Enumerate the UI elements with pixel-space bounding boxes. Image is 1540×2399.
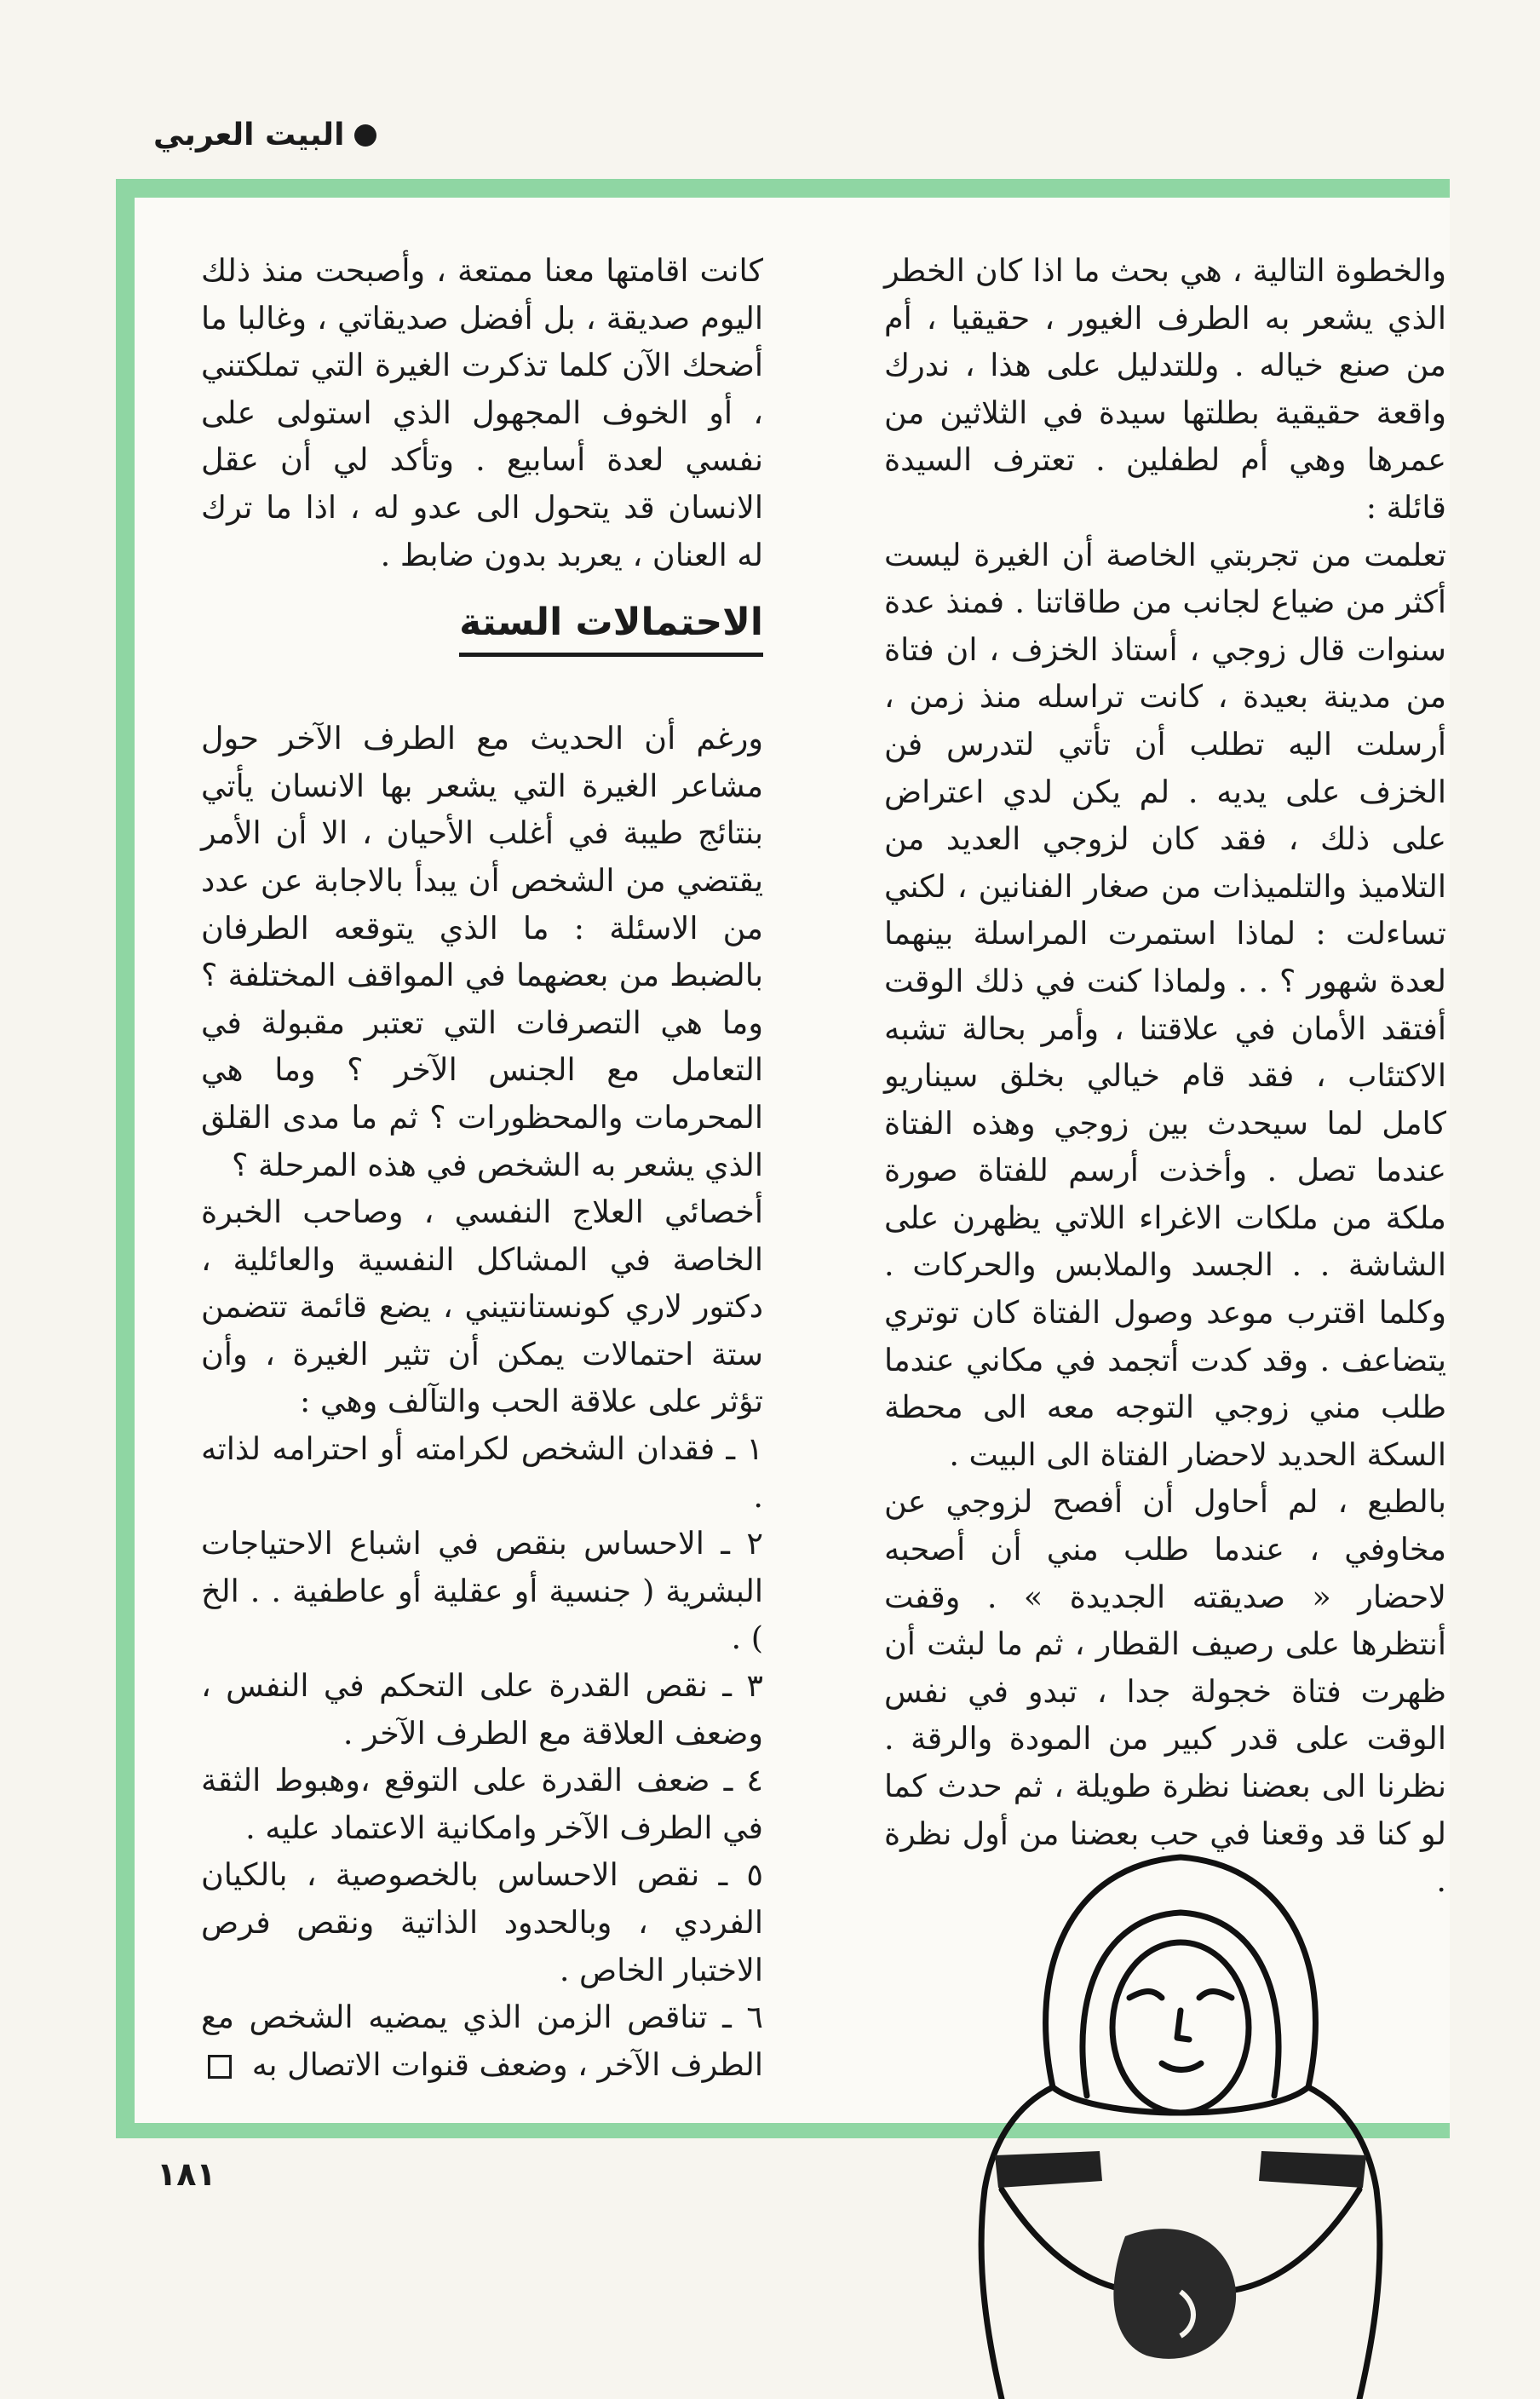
list-item: ٥ ـ نقص الاحساس بالخصوصية ، بالكيان الفردي ، وبالحدود الذاتية ونقص فرص الاختبار الخاص . <box>201 1856 763 1988</box>
list-item: ٤ ـ ضعف القدرة على التوقع ،وهبوط الثقة في الطرف الآخر وامكانية الاعتماد عليه . <box>201 1762 763 1846</box>
paragraph: بالطبع ، لم أحاول أن أفصح لزوجي عن مخاوفي ، عندما طلب مني أن أصحبه لاحضار « صديقته الجديدة » . وقفت أنتظرها على رصيف القطار ، ثم ما لبثت أن ظهرت فتاة خجولة جدا ، تبدو في نفس الوقت على قدر كبير من المودة والرقة . نظرنا الى بعضنا نظرة طويلة ، ثم حدث كما لو كنا قد وقعنا في حب بعضنا من أول نظرة . <box>884 1483 1446 1900</box>
paragraph: أخصائي العلاج النفسي ، وصاحب الخبرة الخاصة في المشاكل النفسية والعائلية ، دكتور لاري كونستانتيني ، يضع قائمة تتضمن ستة احتمالات يمكن أن تثير الغيرة ، وأن تؤثر على علاقة الحب والتآلف وهي : <box>201 1194 763 1420</box>
list-item: ٣ ـ نقص القدرة على التحكم في النفس ، وضعف العلاقة مع الطرف الآخر . <box>201 1667 763 1752</box>
list-item-last <box>201 1993 763 2088</box>
frame-top-border <box>116 179 1450 198</box>
paragraph: والخطوة التالية ، هي بحث ما اذا كان الخطر الذي يشعر به الطرف الغيور ، حقيقيا ، أم من صنع خياله . وللتدليل على هذا ، ندرك واقعة حقيقية بطلتها سيدة في الثلاثين من عمرها وهي أم لطفلين . تعترف السيدة قائلة : <box>884 252 1446 526</box>
list-item: ١ ـ فقدان الشخص لكرامته أو احترامه لذاته . <box>201 1430 763 1515</box>
section-title: الاحتمالات الستة <box>459 601 763 657</box>
list-item: ٢ ـ الاحساس بنقص في اشباع الاحتياجات البشرية ( جنسية أو عقلية أو عاطفية . . الخ ) . <box>201 1525 763 1657</box>
paragraph: تعلمت من تجربتي الخاصة أن الغيرة ليست أكثر من ضياع لجانب من طاقاتنا . فمنذ عدة سنوات قال زوجي ، أستاذ الخزف ، ان فتاة من مدينة بعيدة ، كانت تراسله منذ زمن ، أرسلت اليه تطلب أن تأتي لتدرس فن الخزف على يديه . لم يكن لدي اعتراض على ذلك ، فقد كان لزوجي العديد من التلاميذ والتلميذات من صغار الفنانين ، لكني تساءلت : لماذا استمرت المراسلة بينهما لعدة شهور ؟ . . ولماذا كنت في ذلك الوقت أفتقد الأمان في علاقتنا ، وأمر بحالة تشبه الاكتئاب ، فقد قام خيالي بخلق سيناريو كامل لما سيحدث بين زوجي وهذه الفتاة عندما تصل . وأخذت أرسم للفتاة صورة ملكة من ملكات الاغراء اللاتي يظهرن على الشاشة . . الجسد والملابس والحركات . وكلما اقترب موعد وصول الفتاة كان توتري يتضاعف . وقد كدت أتجمد في مكاني عندما طلب مني زوجي التوجه معه الى محطة السكة الحديد لاحضار الفتاة الى البيت . <box>884 536 1446 1473</box>
magazine-header <box>153 118 376 152</box>
left-column <box>201 247 763 2088</box>
bullet-icon <box>354 124 376 147</box>
paragraph: ورغم أن الحديث مع الطرف الآخر حول مشاعر الغيرة التي يشعر بها الانسان يأتي بنتائج طيبة في أغلب الأحيان ، الا أن الأمر يقتضي من الشخص أن يبدأ بالاجابة عن عدد من الاسئلة : ما الذي يتوقعه الطرفان بالضبط من بعضهما في المواقف المختلفة ؟ وما هي التصرفات التي تعتبر مقبولة في التعامل مع الجنس الآخر ؟ وما هي المحرمات والمحظورات ؟ ثم ما مدى القلق الذي يشعر به الشخص في هذه المرحلة ؟ <box>201 720 763 1183</box>
woman-illustration <box>925 1815 1436 2399</box>
frame-left-border <box>116 179 135 2138</box>
end-of-article-icon <box>208 2055 232 2079</box>
list-item-text: ٦ ـ تناقص الزمن الذي يمضيه الشخص مع الطرف الآخر ، وضعف قنوات الاتصال به <box>201 1999 763 2083</box>
magazine-title: البيت العربي <box>153 118 345 152</box>
paragraph: كانت اقامتها معنا ممتعة ، وأصبحت منذ ذلك اليوم صديقة ، بل أفضل صديقاتي ، وغالبا ما أضحك الآن كلما تذكرت الغيرة التي تملكتني ، أو الخوف المجهول الذي استولى على نفسي لعدة أسابيع . وتأكد لي أن عقل الانسان قد يتحول الى عدو له ، اذا ما ترك له العنان ، يعربد بدون ضابط . <box>201 252 763 573</box>
page-number: ١٨١ <box>157 2155 216 2193</box>
right-column <box>884 247 1446 1905</box>
section-heading <box>201 597 763 655</box>
